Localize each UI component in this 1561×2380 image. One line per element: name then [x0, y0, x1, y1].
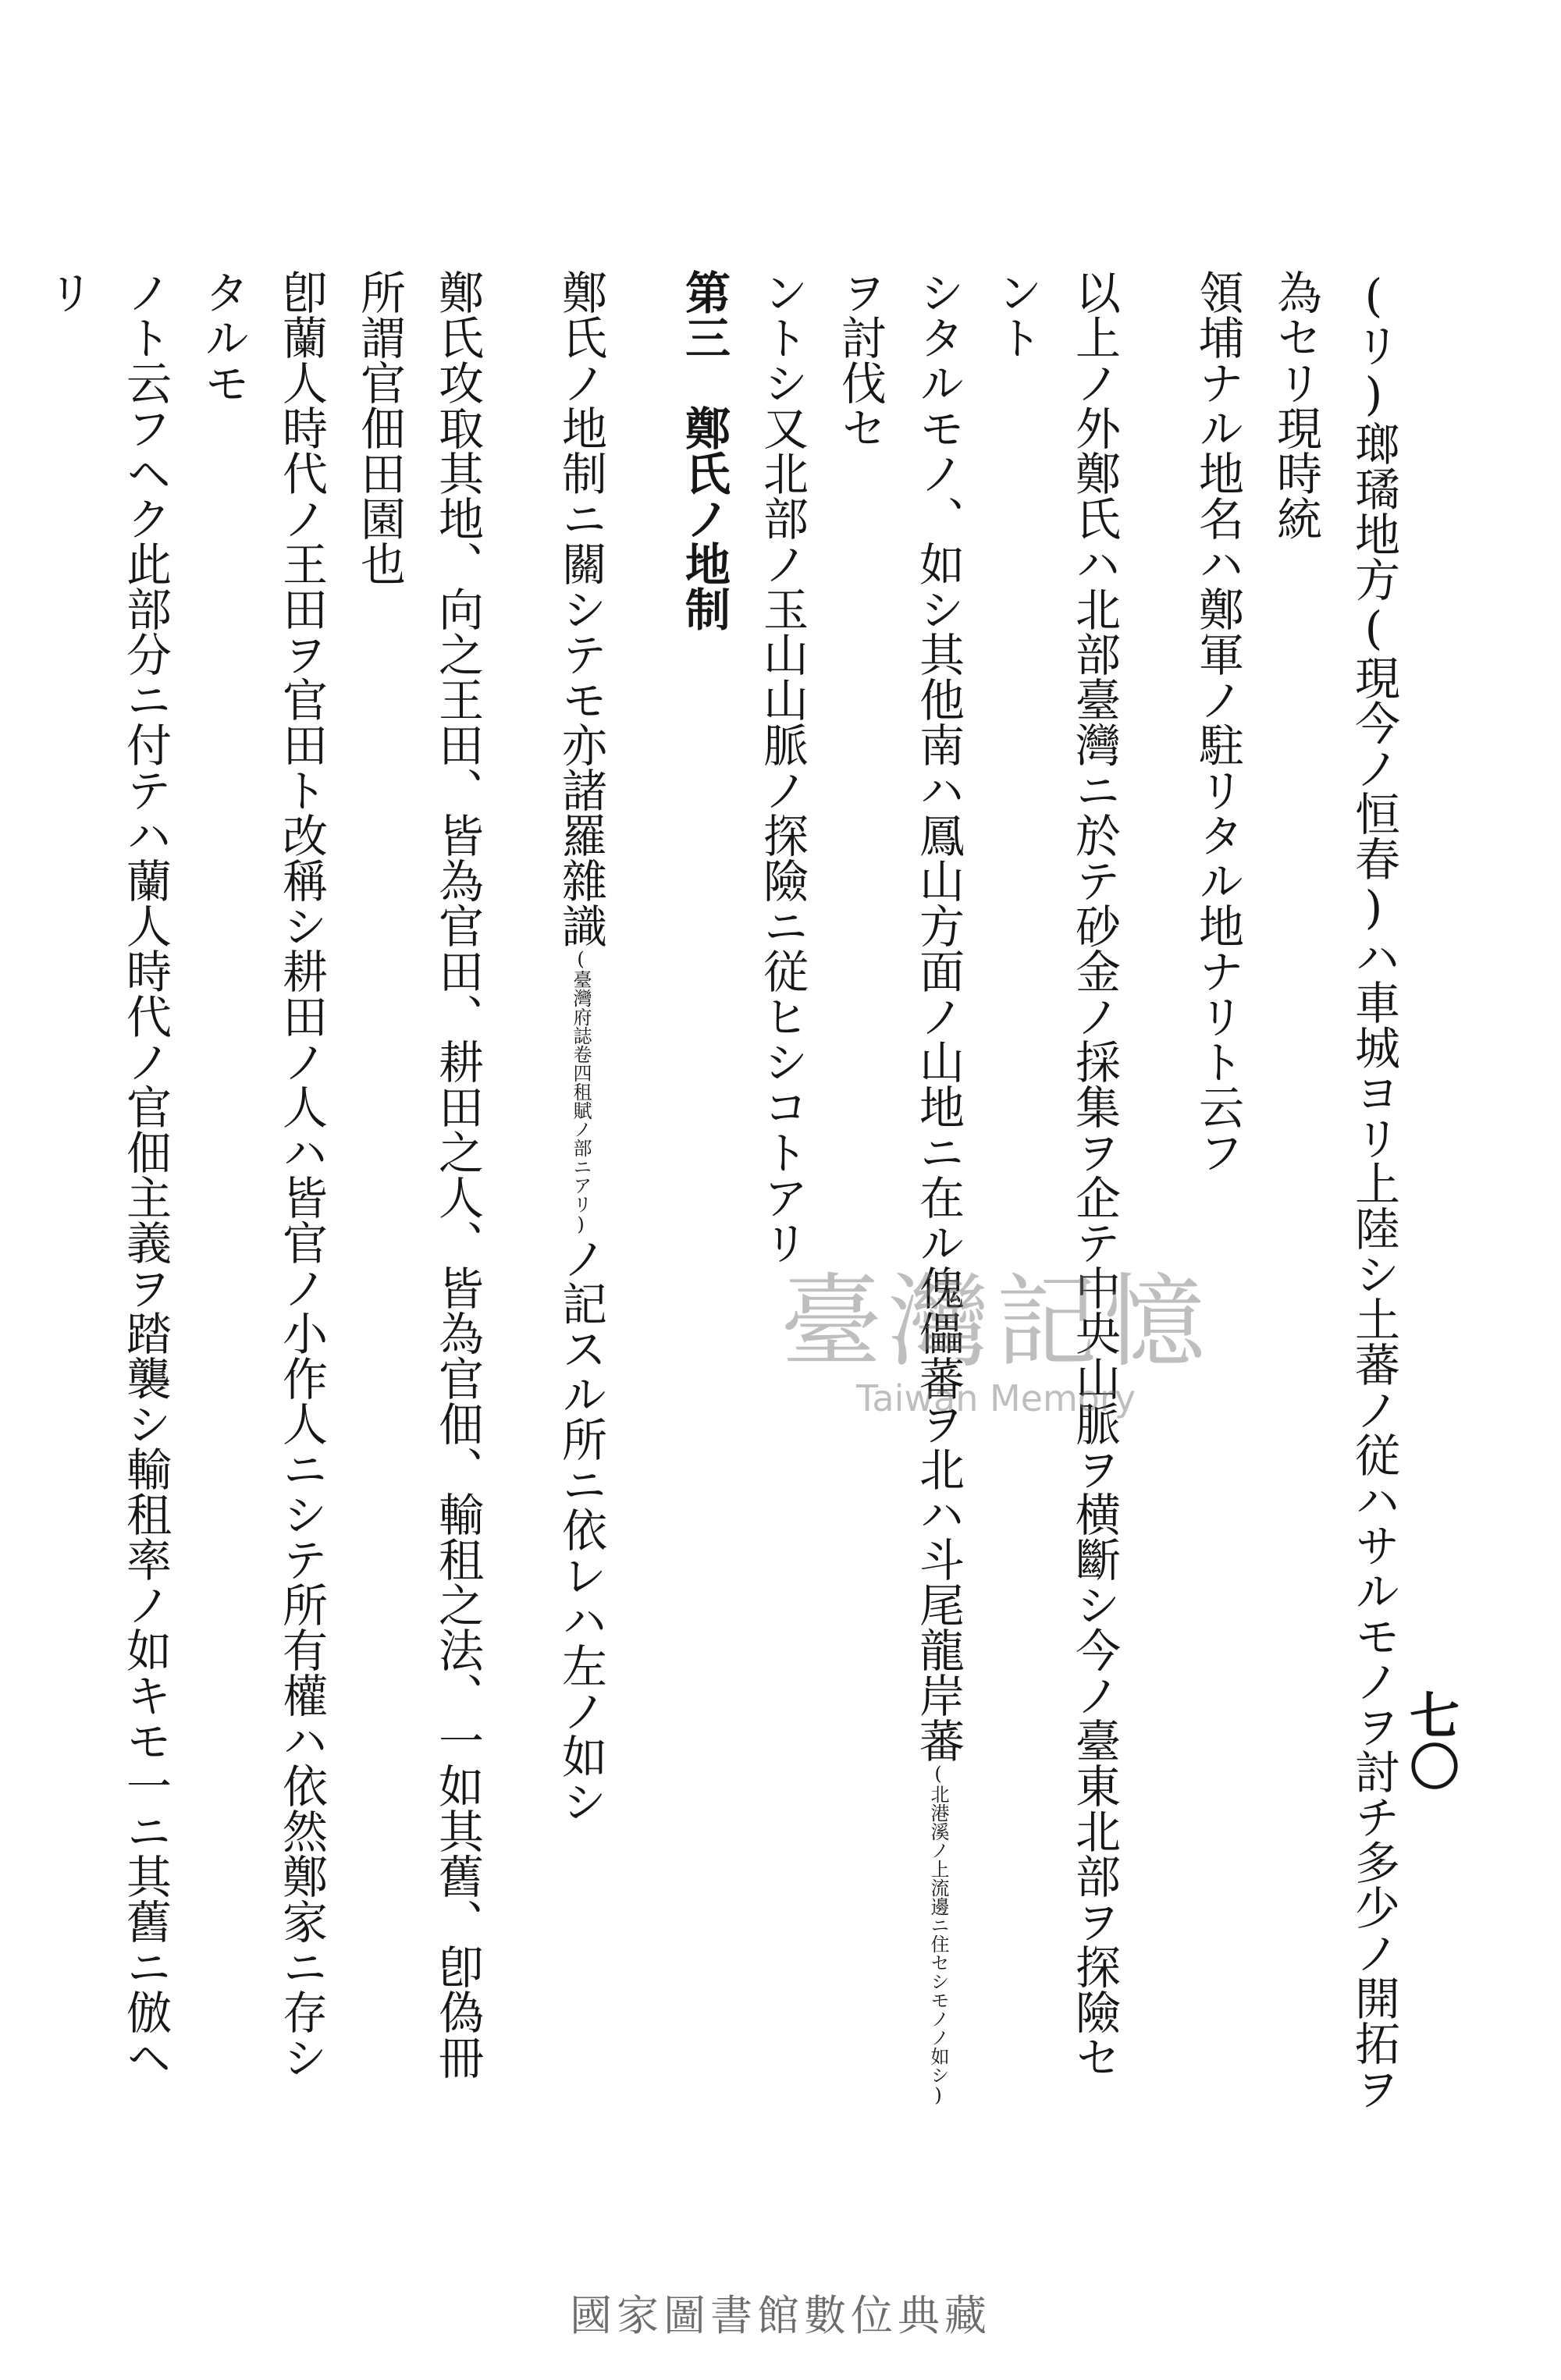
text-column	[0, 269, 28, 2111]
text-column	[1257, 269, 1413, 2111]
main-text	[41, 269, 1413, 2111]
text-column	[542, 269, 665, 2111]
column-text: 鄭氏攻取其地、向之王田、皆為官田、耕田之人、皆為官佃、輸租之法、一如其舊、卽偽冊所謂官佃田園也	[353, 269, 484, 2080]
annotation-note: (北港溪ノ上流邊ニ住セシモノノ如シ)	[927, 1763, 949, 2106]
column-text: 鄭氏ノ地制ニ關シテモ亦諸羅雜識	[554, 269, 607, 948]
column-text: ノト云フヘク此部分ニ付テハ蘭人時代ノ官佃主義ヲ踏襲シ輸租率ノ如キモ一ニ其舊ニ倣ヘリ	[41, 269, 172, 2080]
section-heading	[665, 269, 743, 2111]
column-text: 以上ノ外鄭氏ハ北部臺灣ニ於テ砂金ノ採集ヲ企テ中央山脈ヲ横斷シ今ノ臺東北部ヲ探險セント	[990, 269, 1121, 2080]
column-text: 第三 鄭氏ノ地制	[677, 269, 731, 631]
text-column	[28, 269, 184, 2111]
column-text: 卽蘭人時代ノ王田ヲ官田ト改稱シ耕田ノ人ハ皆官ノ小作人ニシテ所有權ハ依然鄭家ニ存シタルモ	[197, 269, 328, 2080]
watermark	[780, 1241, 1211, 1419]
column-text: シタルモノ、如シ其他南ハ鳳山方面ノ山地ニ在ル傀儡蕃ヲ北ハ斗尾龍岸蕃	[912, 269, 965, 1763]
column-text-continued: ノ記スル所ニ依レハ左ノ如シ	[554, 1235, 607, 1824]
column-text: (リ)瑯璚地方(現今ノ恒春)ハ車城ヨリ上陸シ土蕃ノ従ハサルモノヲ討チ多少ノ開拓ヲ為セリ現時統	[1269, 269, 1400, 2111]
column-text: ントシ又北部ノ玉山山脈ノ探險ニ従ヒシコトアリ	[756, 269, 809, 1265]
text-column	[821, 269, 977, 2111]
text-column	[977, 269, 1179, 2111]
watermark-english: Taiwan Memory	[855, 1377, 1136, 1419]
text-column	[184, 269, 340, 2111]
column-text-continued: ヲ討伐セ	[834, 269, 887, 450]
annotation-note: (臺灣府誌卷四租賦ノ部ニアリ)	[570, 948, 592, 1235]
watermark-chinese: 臺灣記憶	[780, 1263, 1212, 1381]
column-text: 領埔ナル地名ハ鄭軍ノ駐リタル地ナリト云フ	[1191, 269, 1244, 1174]
text-column	[340, 269, 542, 2111]
text-column	[743, 269, 821, 2111]
text-column	[1179, 269, 1257, 2111]
footer-label: 國家圖書館數位典藏	[570, 2291, 991, 2340]
page-number: 七〇	[1401, 1689, 1460, 1792]
